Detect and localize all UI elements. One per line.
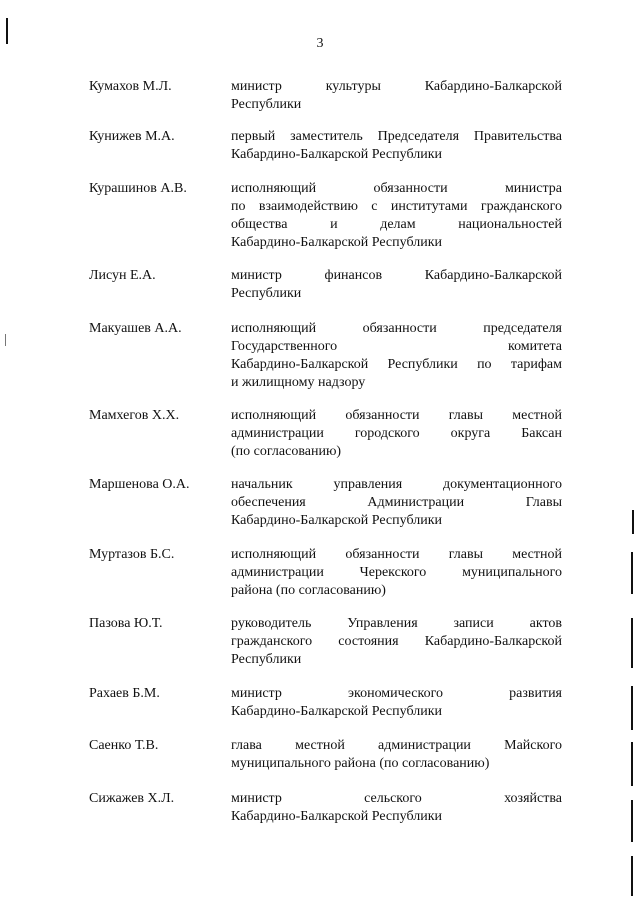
person-name: Муртазов Б.С. xyxy=(89,547,175,562)
position-text xyxy=(231,615,562,669)
position-line: глава местной администрации Майского xyxy=(231,738,562,753)
position-line: министр культуры Кабардино-Балкарской xyxy=(231,79,562,94)
position-line: администрации Черекского муниципального xyxy=(231,565,562,580)
position-text xyxy=(231,685,562,721)
person-name: Саенко Т.В. xyxy=(89,738,159,753)
person-name: Мамхегов Х.Х. xyxy=(89,408,180,423)
position-line: Кабардино-Балкарской Республики xyxy=(231,235,442,250)
position-line: министр финансов Кабардино-Балкарской xyxy=(231,268,562,283)
position-line: исполняющий обязанности министра xyxy=(231,181,562,196)
position-line: (по согласованию) xyxy=(231,444,342,459)
position-text xyxy=(231,180,562,252)
scan-mark xyxy=(631,742,633,786)
person-name: Пазова Ю.Т. xyxy=(89,616,163,631)
person-name: Кумахов М.Л. xyxy=(89,79,172,94)
position-line: исполняющий обязанности главы местной xyxy=(231,547,562,562)
position-line: и жилищному надзору xyxy=(231,375,366,390)
position-line: первый заместитель Председателя Правительства xyxy=(231,129,562,144)
page-number: 3 xyxy=(316,36,324,51)
position-line: Республики xyxy=(231,286,302,301)
person-name: Кунижев М.А. xyxy=(89,129,175,144)
position-text xyxy=(231,407,562,461)
person-name: Рахаев Б.М. xyxy=(89,686,160,701)
person-name: Курашинов А.В. xyxy=(89,181,187,196)
scan-mark xyxy=(631,686,633,730)
person-name: Маршенова О.А. xyxy=(89,477,190,492)
position-line: исполняющий обязанности главы местной xyxy=(231,408,562,423)
position-line: Кабардино-Балкарской Республики xyxy=(231,809,442,824)
position-text xyxy=(231,320,562,392)
position-line: гражданского состояния Кабардино-Балкарской xyxy=(231,634,562,649)
position-line: начальник управления документационного xyxy=(231,477,562,492)
scan-mark xyxy=(6,18,8,44)
position-text xyxy=(231,546,562,600)
position-line: общества и делам национальностей xyxy=(231,217,562,232)
position-line: муниципального района (по согласованию) xyxy=(231,756,490,771)
scan-mark xyxy=(631,552,633,594)
position-text xyxy=(231,267,562,303)
position-line: руководитель Управления записи актов xyxy=(231,616,562,631)
scan-mark xyxy=(632,510,634,534)
position-line: района (по согласованию) xyxy=(231,583,386,598)
scan-mark xyxy=(631,618,633,668)
person-name: Макуашев А.А. xyxy=(89,321,182,336)
position-line: администрации городского округа Баксан xyxy=(231,426,562,441)
position-line: обеспечения Администрации Главы xyxy=(231,495,562,510)
position-text xyxy=(231,78,562,114)
position-line: Республики xyxy=(231,97,302,112)
person-name: Лисун Е.А. xyxy=(89,268,156,283)
position-line: Государственного комитета xyxy=(231,339,562,354)
position-line: по взаимодействию с институтами гражданского xyxy=(231,199,562,214)
scan-mark xyxy=(631,800,633,842)
position-line: министр экономического развития xyxy=(231,686,562,701)
position-line: Кабардино-Балкарской Республики xyxy=(231,704,442,719)
position-line: министр сельского хозяйства xyxy=(231,791,562,806)
scan-mark xyxy=(631,856,633,896)
position-line: Кабардино-Балкарской Республики по тарифам xyxy=(231,357,562,372)
position-line: исполняющий обязанности председателя xyxy=(231,321,562,336)
position-text xyxy=(231,790,562,826)
position-text xyxy=(231,128,562,164)
position-text xyxy=(231,737,562,773)
position-text xyxy=(231,476,562,530)
position-line: Кабардино-Балкарской Республики xyxy=(231,513,442,528)
scan-mark xyxy=(5,334,6,346)
position-line: Кабардино-Балкарской Республики xyxy=(231,147,442,162)
position-line: Республики xyxy=(231,652,302,667)
person-name: Сижажев Х.Л. xyxy=(89,791,175,806)
